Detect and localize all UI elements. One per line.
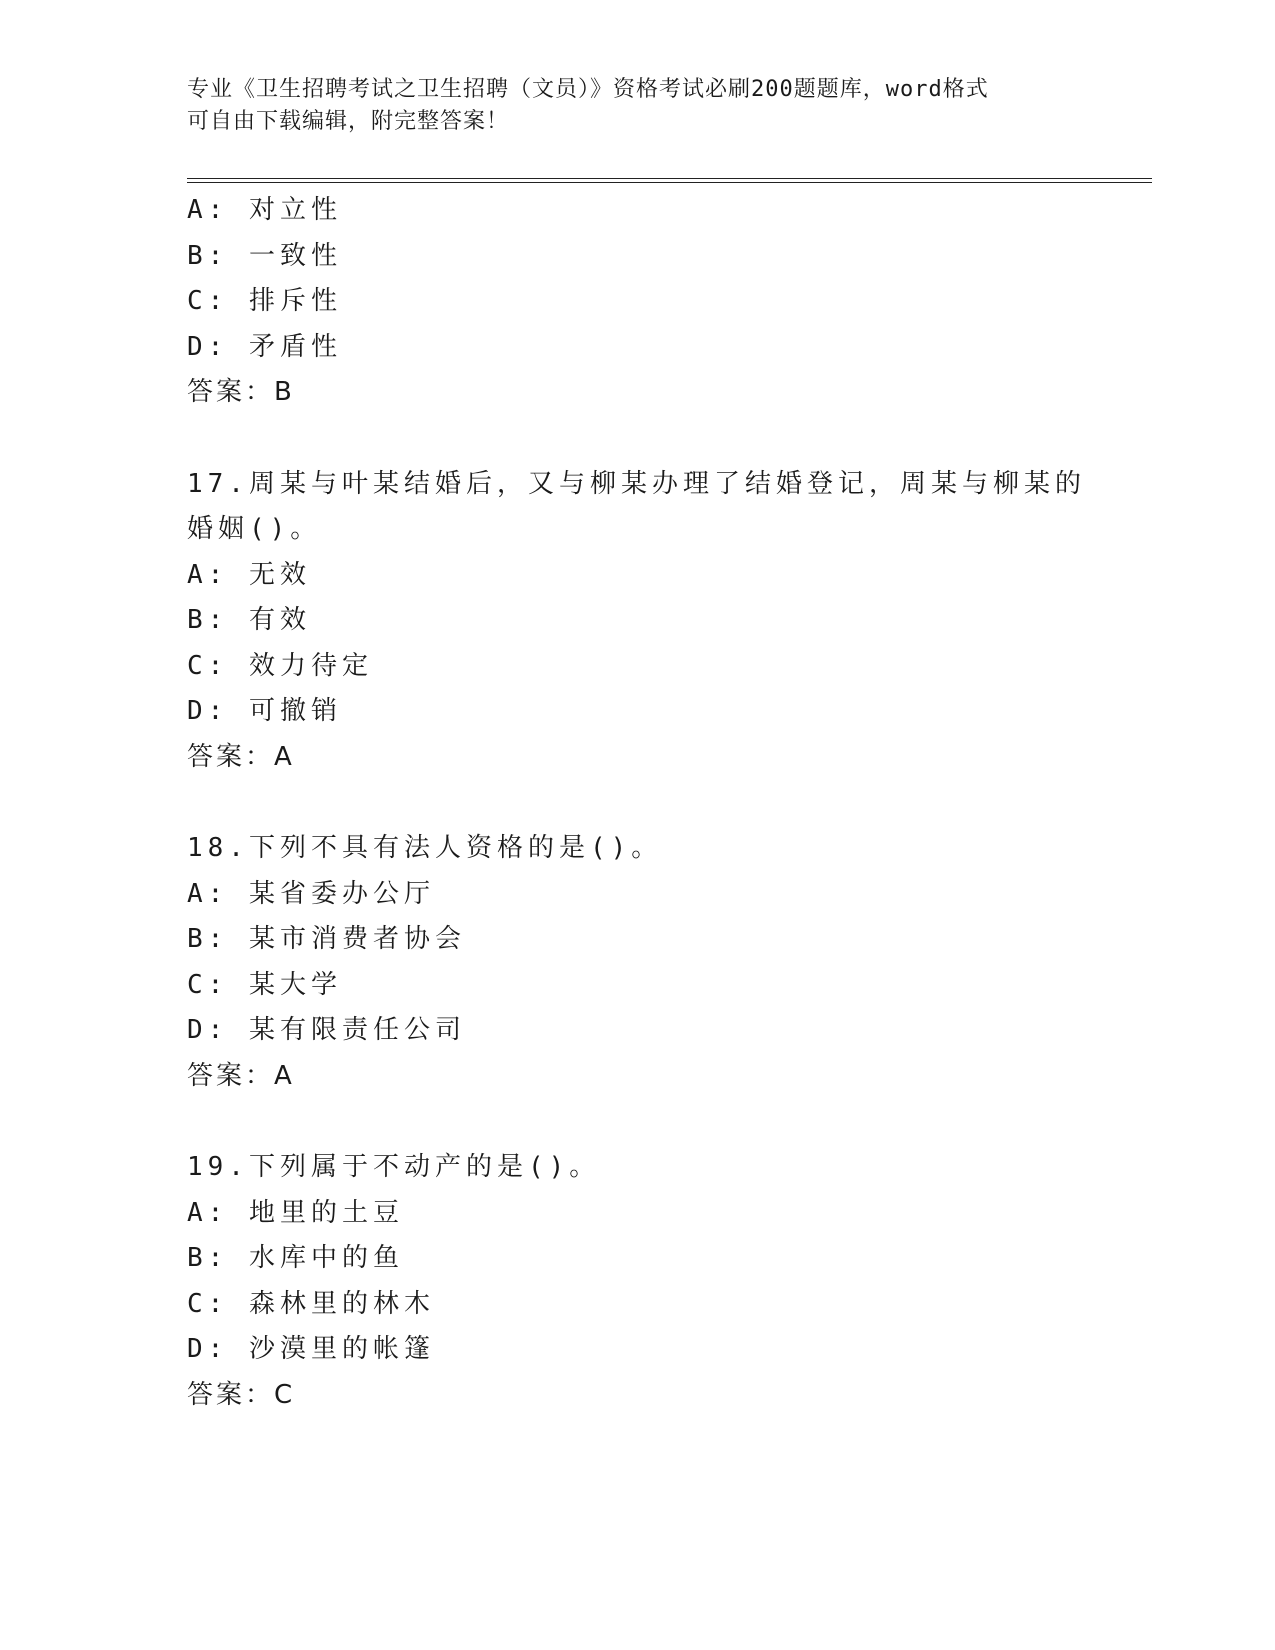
answer-line: 答案：C	[187, 1379, 296, 1410]
option-b: B: 水库中的鱼	[187, 1243, 404, 1273]
spacer	[187, 416, 1087, 462]
document-header	[187, 74, 1087, 138]
option-a: A: 地里的土豆	[187, 1197, 404, 1228]
header-divider-top	[187, 178, 1152, 179]
option-a: A: 某省委办公厅	[187, 878, 435, 909]
question-stem: 19.下列属于不动产的是()。	[187, 1152, 601, 1182]
answer-line: 答案：B	[187, 377, 295, 407]
question-block-17	[187, 462, 1087, 781]
spacer	[187, 780, 1087, 826]
option-c: C: 排斥性	[187, 286, 342, 316]
header-title-line-2: 可自由下载编辑，附完整答案！	[187, 109, 510, 134]
question-block-18	[187, 826, 1087, 1099]
question-stem: 18.下列不具有法人资格的是()。	[187, 833, 663, 863]
option-d: D: 某有限责任公司	[187, 1015, 466, 1045]
question-stem: 17.周某与叶某结婚后，又与柳某办理了结婚登记，周某与柳某的婚姻()。	[187, 468, 1086, 544]
option-d: D: 可撤销	[187, 696, 342, 726]
option-c: C: 效力待定	[187, 650, 373, 681]
option-b: B: 某市消费者协会	[187, 924, 466, 954]
question-block-16	[187, 188, 1087, 416]
question-list	[187, 188, 1087, 1418]
option-b: B: 有效	[187, 605, 311, 635]
header-title-line-1: 专业《卫生招聘考试之卫生招聘（文员）》资格考试必刷200题题库，word格式	[187, 77, 989, 102]
answer-line: 答案：A	[187, 1060, 295, 1091]
option-c: C: 某大学	[187, 969, 342, 1000]
option-d: D: 沙漠里的帐篷	[187, 1334, 435, 1364]
option-d: D: 矛盾性	[187, 331, 342, 362]
header-divider-bottom	[187, 182, 1152, 183]
option-c: C: 森林里的林木	[187, 1288, 435, 1319]
option-a: A: 无效	[187, 559, 311, 590]
spacer	[187, 1099, 1087, 1145]
option-b: B: 一致性	[187, 240, 342, 271]
question-block-19	[187, 1145, 1087, 1418]
option-a: A: 对立性	[187, 195, 342, 225]
answer-line: 答案：A	[187, 741, 295, 772]
